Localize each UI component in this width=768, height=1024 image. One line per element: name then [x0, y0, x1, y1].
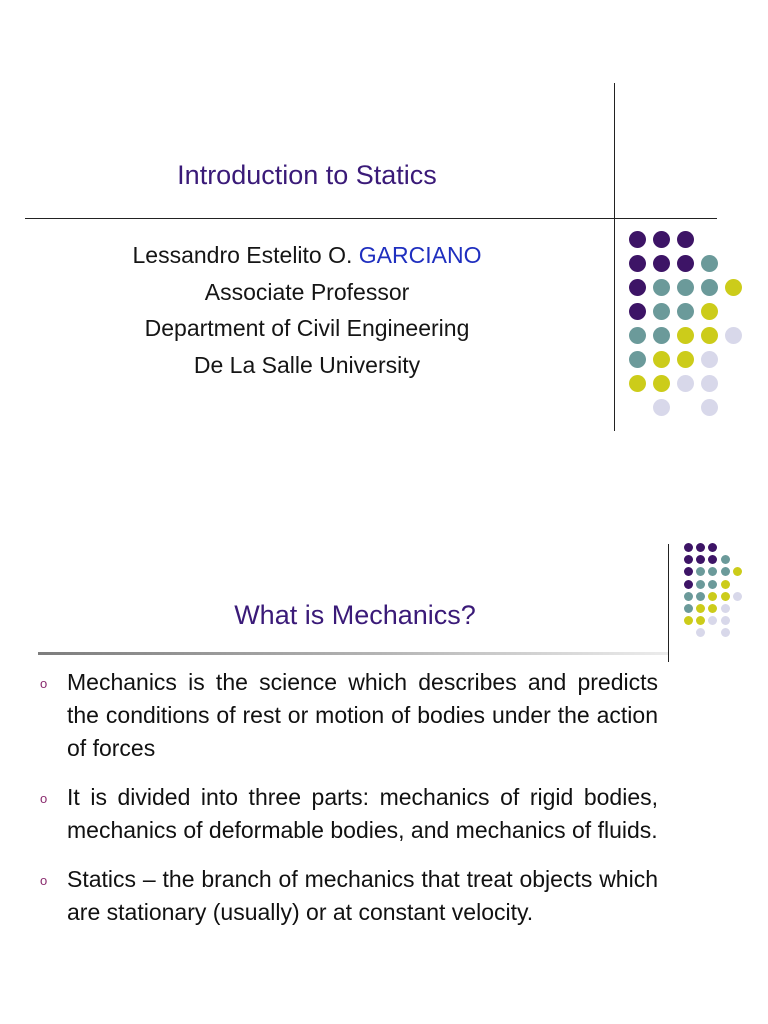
content-slide: [0, 480, 768, 1024]
decorative-dot: [684, 567, 693, 576]
author-position: Associate Professor: [204, 278, 410, 305]
decorative-dot: [733, 567, 742, 576]
decorative-dot: [653, 303, 670, 320]
title-slide: [0, 0, 768, 480]
bullet-marker-icon: o: [40, 873, 48, 888]
decorative-dot: [701, 399, 718, 416]
decorative-dot: [708, 555, 717, 564]
decorative-dot: [721, 628, 730, 637]
decorative-dot: [629, 255, 646, 272]
list-item: [38, 666, 658, 765]
decorative-dot: [725, 279, 742, 296]
decorative-dot: [684, 555, 693, 564]
decorative-dot: [653, 327, 670, 344]
horizontal-divider: [25, 218, 717, 219]
bullet-text: It is divided into three parts: mechanics of rigid bodies, mechanics of deformable bodies, and mechanics of fluids.: [67, 784, 658, 843]
decorative-dot: [696, 555, 705, 564]
decorative-dot: [721, 567, 730, 576]
decorative-dot: [701, 279, 718, 296]
decorative-dot: [653, 231, 670, 248]
decorative-dot: [696, 580, 705, 589]
vertical-divider: [614, 83, 615, 431]
decorative-dot: [701, 303, 718, 320]
decorative-dot: [721, 604, 730, 613]
decorative-dot: [677, 351, 694, 368]
decorative-dot: [684, 543, 693, 552]
decorative-dot: [701, 327, 718, 344]
decorative-dot: [684, 604, 693, 613]
author-name: Lessandro Estelito O.: [132, 242, 359, 268]
decorative-dot: [677, 231, 694, 248]
decorative-dot: [708, 616, 717, 625]
author-block: [0, 237, 614, 383]
decorative-dot: [725, 327, 742, 344]
decorative-dot: [653, 351, 670, 368]
decorative-dot: [696, 567, 705, 576]
decorative-dot: [677, 327, 694, 344]
decorative-dot: [629, 327, 646, 344]
decorative-dot: [629, 351, 646, 368]
decorative-dot: [701, 255, 718, 272]
bullet-list: [38, 666, 658, 945]
decorative-dot: [733, 592, 742, 601]
decorative-dot: [708, 543, 717, 552]
decorative-dot: [708, 592, 717, 601]
decorative-dot: [677, 279, 694, 296]
bullet-marker-icon: o: [40, 676, 48, 691]
decorative-dot: [701, 351, 718, 368]
author-line: [0, 237, 614, 274]
decorative-dot: [701, 375, 718, 392]
title-underline: [38, 652, 668, 655]
decorative-dot: [708, 604, 717, 613]
decorative-dot: [696, 604, 705, 613]
decorative-dot: [708, 567, 717, 576]
author-department: Department of Civil Engineering: [144, 315, 470, 341]
decorative-dot: [629, 375, 646, 392]
decorative-dot: [721, 555, 730, 564]
decorative-dot: [677, 303, 694, 320]
decorative-dot: [653, 399, 670, 416]
list-item: [38, 863, 658, 929]
decorative-dot: [629, 231, 646, 248]
decorative-dot: [696, 616, 705, 625]
bullet-marker-icon: o: [40, 791, 48, 806]
decorative-dot: [653, 375, 670, 392]
list-item: [38, 781, 658, 847]
decorative-dot: [684, 580, 693, 589]
decorative-dot: [696, 628, 705, 637]
bullet-text: Statics – the branch of mechanics that treat objects which are stationary (usually) or at constant velocity.: [67, 866, 658, 925]
decorative-dot: [721, 592, 730, 601]
decorative-dot: [653, 255, 670, 272]
decorative-dot: [677, 255, 694, 272]
decorative-dot: [684, 592, 693, 601]
bullet-text: Mechanics is the science which describes and predicts the conditions of rest or motion of bodies under the action of forces: [67, 669, 658, 761]
decorative-dot: [721, 616, 730, 625]
decorative-dot: [708, 580, 717, 589]
decorative-dot: [629, 279, 646, 296]
decorative-dot: [696, 592, 705, 601]
slide-title: Introduction to Statics: [177, 160, 437, 190]
decorative-dot: [629, 303, 646, 320]
decorative-dot: [653, 279, 670, 296]
decorative-dot: [721, 580, 730, 589]
author-surname: GARCIANO: [358, 242, 482, 268]
slide-title: What is Mechanics?: [234, 600, 476, 630]
decorative-dot: [684, 616, 693, 625]
decorative-dot: [696, 543, 705, 552]
author-university: De La Salle University: [193, 351, 421, 378]
decorative-dot: [677, 375, 694, 392]
